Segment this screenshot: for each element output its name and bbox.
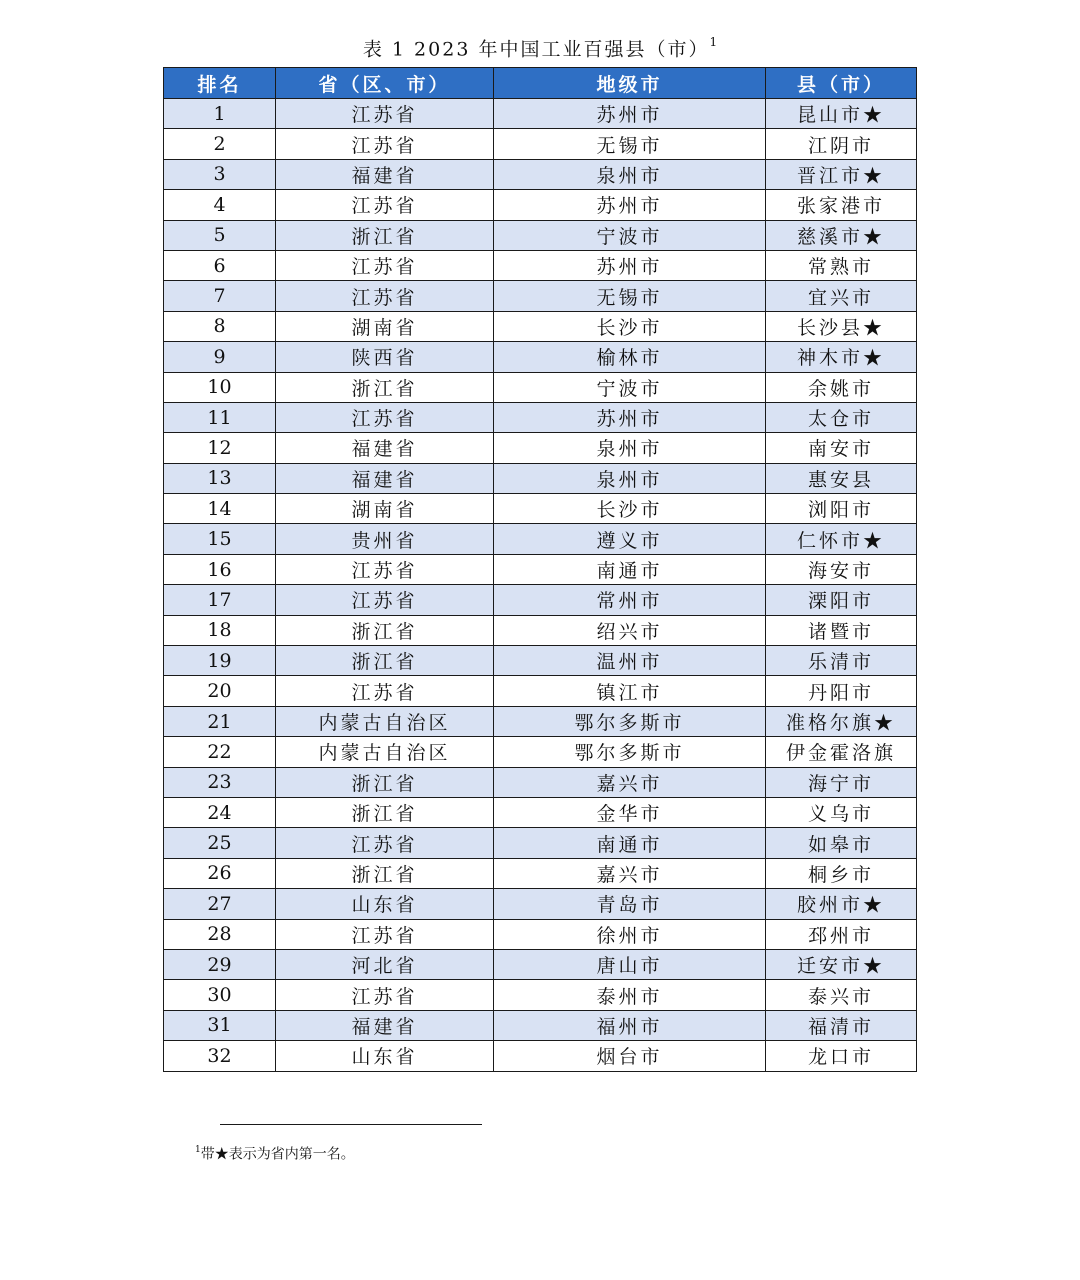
prefecture-city-cell: 遵义市 (494, 524, 766, 554)
county-cell: 如皋市 (766, 828, 917, 858)
county-cell: 浏阳市 (766, 494, 917, 524)
province-cell: 湖南省 (276, 311, 494, 341)
province-cell: 浙江省 (276, 372, 494, 402)
prefecture-city-cell: 宁波市 (494, 372, 766, 402)
province-cell: 江苏省 (276, 919, 494, 949)
province-cell: 湖南省 (276, 494, 494, 524)
prefecture-city-cell: 长沙市 (494, 494, 766, 524)
rank-cell: 27 (164, 889, 276, 919)
rank-cell: 3 (164, 159, 276, 189)
county-cell: 神木市★ (766, 342, 917, 372)
province-cell: 江苏省 (276, 129, 494, 159)
county-cell: 长沙县★ (766, 311, 917, 341)
province-cell: 山东省 (276, 1041, 494, 1071)
rank-cell: 28 (164, 919, 276, 949)
rank-cell: 1 (164, 99, 276, 129)
province-cell: 江苏省 (276, 281, 494, 311)
footnote-divider (220, 1124, 482, 1125)
rank-cell: 16 (164, 554, 276, 584)
rank-cell: 29 (164, 949, 276, 979)
table-row (164, 463, 917, 493)
table-row (164, 433, 917, 463)
county-cell: 张家港市 (766, 190, 917, 220)
rank-cell: 9 (164, 342, 276, 372)
prefecture-city-cell: 鄂尔多斯市 (494, 706, 766, 736)
province-cell: 浙江省 (276, 646, 494, 676)
prefecture-city-cell: 鄂尔多斯市 (494, 737, 766, 767)
header-rank: 排名 (164, 68, 276, 99)
rank-cell: 13 (164, 463, 276, 493)
table-row (164, 828, 917, 858)
county-cell: 邳州市 (766, 919, 917, 949)
province-cell: 江苏省 (276, 402, 494, 432)
prefecture-city-cell: 徐州市 (494, 919, 766, 949)
table-row (164, 980, 917, 1010)
prefecture-city-cell: 长沙市 (494, 311, 766, 341)
province-cell: 江苏省 (276, 676, 494, 706)
province-cell: 内蒙古自治区 (276, 706, 494, 736)
county-cell: 诸暨市 (766, 615, 917, 645)
province-cell: 江苏省 (276, 554, 494, 584)
rank-cell: 6 (164, 250, 276, 280)
rank-cell: 24 (164, 797, 276, 827)
province-cell: 江苏省 (276, 828, 494, 858)
prefecture-city-cell: 南通市 (494, 828, 766, 858)
table-row (164, 342, 917, 372)
county-cell: 常熟市 (766, 250, 917, 280)
table-row (164, 706, 917, 736)
table-row (164, 220, 917, 250)
rank-cell: 17 (164, 585, 276, 615)
table-row (164, 919, 917, 949)
prefecture-city-cell: 无锡市 (494, 281, 766, 311)
prefecture-city-cell: 苏州市 (494, 250, 766, 280)
prefecture-city-cell: 青岛市 (494, 889, 766, 919)
prefecture-city-cell: 唐山市 (494, 949, 766, 979)
prefecture-city-cell: 泉州市 (494, 463, 766, 493)
province-cell: 福建省 (276, 1010, 494, 1040)
table-row (164, 615, 917, 645)
province-cell: 江苏省 (276, 190, 494, 220)
header-province: 省（区、市） (276, 68, 494, 99)
rank-cell: 20 (164, 676, 276, 706)
province-cell: 贵州省 (276, 524, 494, 554)
province-cell: 浙江省 (276, 220, 494, 250)
table-row (164, 250, 917, 280)
prefecture-city-cell: 无锡市 (494, 129, 766, 159)
county-cell: 胶州市★ (766, 889, 917, 919)
prefecture-city-cell: 福州市 (494, 1010, 766, 1040)
table-row (164, 676, 917, 706)
prefecture-city-cell: 金华市 (494, 797, 766, 827)
table-row (164, 281, 917, 311)
prefecture-city-cell: 镇江市 (494, 676, 766, 706)
prefecture-city-cell: 泰州市 (494, 980, 766, 1010)
prefecture-city-cell: 烟台市 (494, 1041, 766, 1071)
table-row (164, 190, 917, 220)
rank-cell: 31 (164, 1010, 276, 1040)
rank-cell: 32 (164, 1041, 276, 1071)
prefecture-city-cell: 南通市 (494, 554, 766, 584)
county-cell: 准格尔旗★ (766, 706, 917, 736)
table-row (164, 767, 917, 797)
rank-cell: 25 (164, 828, 276, 858)
prefecture-city-cell: 泉州市 (494, 159, 766, 189)
county-cell: 乐清市 (766, 646, 917, 676)
footnote (195, 1141, 355, 1165)
province-cell: 江苏省 (276, 99, 494, 129)
county-cell: 晋江市★ (766, 159, 917, 189)
table-row (164, 99, 917, 129)
prefecture-city-cell: 泉州市 (494, 433, 766, 463)
rank-cell: 10 (164, 372, 276, 402)
table-row (164, 129, 917, 159)
table-row (164, 1010, 917, 1040)
caption-text: 表 1 2023 年中国工业百强县（市） (362, 38, 710, 61)
prefecture-city-cell: 榆林市 (494, 342, 766, 372)
county-cell: 宜兴市 (766, 281, 917, 311)
table-row (164, 372, 917, 402)
rank-cell: 5 (164, 220, 276, 250)
table-row (164, 159, 917, 189)
table-body (164, 99, 917, 1072)
county-cell: 义乌市 (766, 797, 917, 827)
table-row (164, 494, 917, 524)
province-cell: 内蒙古自治区 (276, 737, 494, 767)
rank-cell: 4 (164, 190, 276, 220)
header-county: 县（市） (766, 68, 917, 99)
county-cell: 惠安县 (766, 463, 917, 493)
prefecture-city-cell: 温州市 (494, 646, 766, 676)
table-row (164, 524, 917, 554)
prefecture-city-cell: 宁波市 (494, 220, 766, 250)
province-cell: 浙江省 (276, 767, 494, 797)
table-row (164, 646, 917, 676)
table-row (164, 737, 917, 767)
rank-cell: 12 (164, 433, 276, 463)
prefecture-city-cell: 嘉兴市 (494, 858, 766, 888)
province-cell: 福建省 (276, 159, 494, 189)
prefecture-city-cell: 苏州市 (494, 190, 766, 220)
prefecture-city-cell: 苏州市 (494, 402, 766, 432)
rank-cell: 8 (164, 311, 276, 341)
table-row (164, 402, 917, 432)
province-cell: 山东省 (276, 889, 494, 919)
rank-cell: 11 (164, 402, 276, 432)
table-row (164, 797, 917, 827)
county-cell: 太仓市 (766, 402, 917, 432)
county-cell: 伊金霍洛旗 (766, 737, 917, 767)
province-cell: 福建省 (276, 433, 494, 463)
table-row (164, 554, 917, 584)
province-cell: 江苏省 (276, 585, 494, 615)
province-cell: 陕西省 (276, 342, 494, 372)
footnote-marker: 1 (195, 1145, 201, 1155)
county-cell: 昆山市★ (766, 99, 917, 129)
rank-cell: 23 (164, 767, 276, 797)
table-row (164, 858, 917, 888)
rank-cell: 26 (164, 858, 276, 888)
prefecture-city-cell: 绍兴市 (494, 615, 766, 645)
rank-cell: 2 (164, 129, 276, 159)
county-cell: 余姚市 (766, 372, 917, 402)
ranking-table (163, 67, 917, 1072)
header-prefecture-city: 地级市 (494, 68, 766, 99)
rank-cell: 30 (164, 980, 276, 1010)
county-cell: 海宁市 (766, 767, 917, 797)
county-cell: 丹阳市 (766, 676, 917, 706)
prefecture-city-cell: 嘉兴市 (494, 767, 766, 797)
county-cell: 慈溪市★ (766, 220, 917, 250)
province-cell: 浙江省 (276, 858, 494, 888)
county-cell: 迁安市★ (766, 949, 917, 979)
table-header-row (164, 68, 917, 99)
county-cell: 桐乡市 (766, 858, 917, 888)
prefecture-city-cell: 苏州市 (494, 99, 766, 129)
rank-cell: 22 (164, 737, 276, 767)
county-cell: 溧阳市 (766, 585, 917, 615)
footnote-text: 带★表示为省内第一名。 (200, 1146, 355, 1163)
county-cell: 海安市 (766, 554, 917, 584)
table-row (164, 1041, 917, 1071)
province-cell: 河北省 (276, 949, 494, 979)
province-cell: 福建省 (276, 463, 494, 493)
rank-cell: 21 (164, 706, 276, 736)
table-row (164, 585, 917, 615)
province-cell: 江苏省 (276, 250, 494, 280)
table-row (164, 311, 917, 341)
rank-cell: 19 (164, 646, 276, 676)
table-row (164, 949, 917, 979)
province-cell: 浙江省 (276, 797, 494, 827)
county-cell: 江阴市 (766, 129, 917, 159)
rank-cell: 18 (164, 615, 276, 645)
table-caption (0, 30, 1080, 63)
rank-cell: 14 (164, 494, 276, 524)
county-cell: 龙口市 (766, 1041, 917, 1071)
county-cell: 南安市 (766, 433, 917, 463)
county-cell: 福清市 (766, 1010, 917, 1040)
rank-cell: 7 (164, 281, 276, 311)
table-row (164, 889, 917, 919)
province-cell: 江苏省 (276, 980, 494, 1010)
prefecture-city-cell: 常州市 (494, 585, 766, 615)
caption-footnote-ref: 1 (709, 35, 718, 49)
rank-cell: 15 (164, 524, 276, 554)
province-cell: 浙江省 (276, 615, 494, 645)
county-cell: 仁怀市★ (766, 524, 917, 554)
county-cell: 泰兴市 (766, 980, 917, 1010)
